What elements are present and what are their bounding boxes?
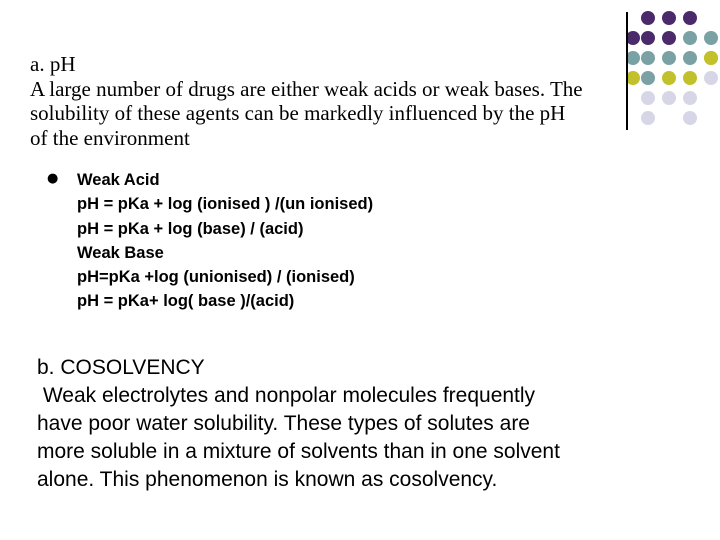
decorative-dot — [683, 51, 697, 65]
decorative-dot — [626, 31, 640, 45]
decorative-dot — [641, 31, 655, 45]
decorative-dot — [662, 11, 676, 25]
decorative-dot — [704, 51, 718, 65]
decorative-dot — [641, 11, 655, 25]
weak-base-equation-2: pH = pKa+ log( base )/(acid) — [77, 292, 295, 311]
weak-base-label: Weak Base — [77, 243, 164, 262]
decorative-dot — [704, 71, 718, 85]
equations-list — [77, 168, 373, 314]
section-cosolvency-line-1: Weak electrolytes and nonpolar molecules frequently — [37, 384, 536, 407]
bullet-icon: ● — [47, 171, 59, 186]
decorative-dot — [683, 111, 697, 125]
section-ph-line-3: of the environment — [30, 125, 190, 150]
section-ph-line-1: A large number of drugs are either weak acids or weak bases. The — [30, 76, 583, 101]
section-ph — [30, 52, 680, 150]
decorative-dot — [662, 31, 676, 45]
decorative-dot — [683, 11, 697, 25]
decorative-dot — [704, 31, 718, 45]
section-ph-heading: a. pH — [30, 52, 76, 76]
decorative-dot — [683, 71, 697, 85]
weak-base-equation-1: pH=pKa +log (unionised) / (ionised) — [77, 268, 355, 287]
section-ph-line-2: solubility of these agents can be markedly influenced by the pH — [30, 101, 566, 125]
weak-acid-equation-1: pH = pKa + log (ionised ) /(un ionised) — [77, 195, 374, 214]
decorative-dot — [683, 31, 697, 45]
weak-acid-label: Weak Acid — [77, 171, 160, 189]
section-cosolvency — [37, 354, 677, 494]
section-cosolvency-line-2: have poor water solubility. These types of solutes are — [37, 412, 530, 435]
section-cosolvency-line-4: alone. This phenomenon is known as cosolvency. — [37, 468, 498, 491]
section-cosolvency-line-3: more soluble in a mixture of solvents than in one solvent — [37, 440, 560, 463]
section-cosolvency-heading: b. COSOLVENCY — [37, 356, 205, 379]
decorative-dot — [683, 91, 697, 105]
weak-acid-equation-2: pH = pKa + log (base) / (acid) — [77, 219, 304, 238]
